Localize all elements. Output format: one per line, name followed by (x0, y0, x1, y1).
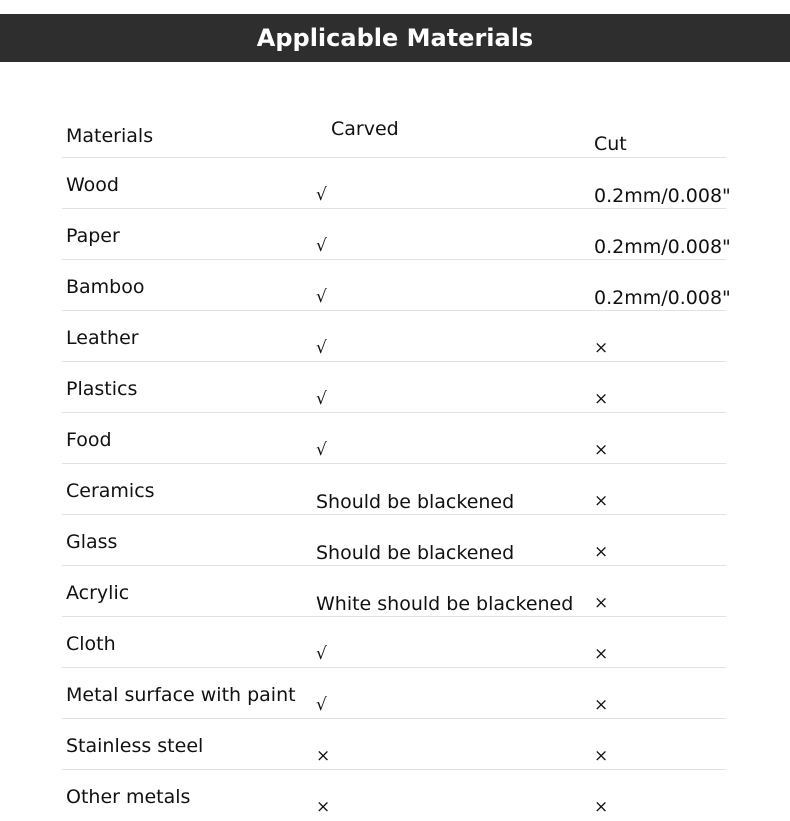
table-row (62, 209, 731, 260)
table-row (62, 719, 726, 770)
table-row (62, 260, 731, 311)
materials-table (62, 110, 731, 820)
cut-value: × (594, 746, 609, 766)
table-row (62, 515, 726, 566)
cut-value: × (594, 389, 609, 409)
material-name: Wood (66, 174, 119, 196)
table-row (62, 362, 726, 413)
table-row (62, 566, 726, 617)
carved-value: × (316, 797, 331, 817)
header-carved: Carved (331, 118, 399, 140)
title-banner (0, 14, 790, 62)
carved-value: √ (316, 440, 327, 460)
carved-value: √ (316, 695, 327, 715)
carved-value: √ (316, 338, 327, 358)
carved-value: √ (316, 287, 327, 307)
cut-value: × (594, 542, 609, 562)
table-row (62, 311, 726, 362)
table-header-row (62, 110, 726, 158)
carved-value: Should be blackened (316, 542, 515, 564)
cut-value: 0.2mm/0.008" (594, 236, 731, 258)
carved-value: √ (316, 644, 327, 664)
carved-value: White should be blackened (316, 593, 574, 615)
cut-value: × (594, 338, 609, 358)
material-name: Bamboo (66, 276, 145, 298)
cut-value: 0.2mm/0.008" (594, 185, 731, 207)
cut-value: × (594, 440, 609, 460)
cut-value: 0.2mm/0.008" (594, 287, 731, 309)
material-name: Paper (66, 225, 120, 247)
carved-value: √ (316, 389, 327, 409)
material-name: Ceramics (66, 480, 155, 502)
table-row (62, 464, 726, 515)
cut-value: × (594, 593, 609, 613)
table-row (62, 668, 726, 719)
material-name: Metal surface with paint (66, 684, 296, 706)
cut-value: × (594, 491, 609, 511)
material-name: Other metals (66, 786, 191, 808)
table-row (62, 158, 731, 209)
header-cut: Cut (594, 133, 627, 155)
table-row (62, 770, 726, 820)
carved-value: √ (316, 236, 327, 256)
cut-value: × (594, 797, 609, 817)
banner-title: Applicable Materials (256, 24, 534, 52)
cut-value: × (594, 644, 609, 664)
material-name: Food (66, 429, 112, 451)
header-materials: Materials (66, 125, 154, 147)
carved-value: × (316, 746, 331, 766)
material-name: Stainless steel (66, 735, 204, 757)
material-name: Glass (66, 531, 118, 553)
carved-value: √ (316, 185, 327, 205)
carved-value: Should be blackened (316, 491, 515, 513)
material-name: Leather (66, 327, 139, 349)
table-row (62, 617, 726, 668)
table-row (62, 413, 726, 464)
cut-value: × (594, 695, 609, 715)
material-name: Acrylic (66, 582, 130, 604)
material-name: Cloth (66, 633, 116, 655)
material-name: Plastics (66, 378, 138, 400)
